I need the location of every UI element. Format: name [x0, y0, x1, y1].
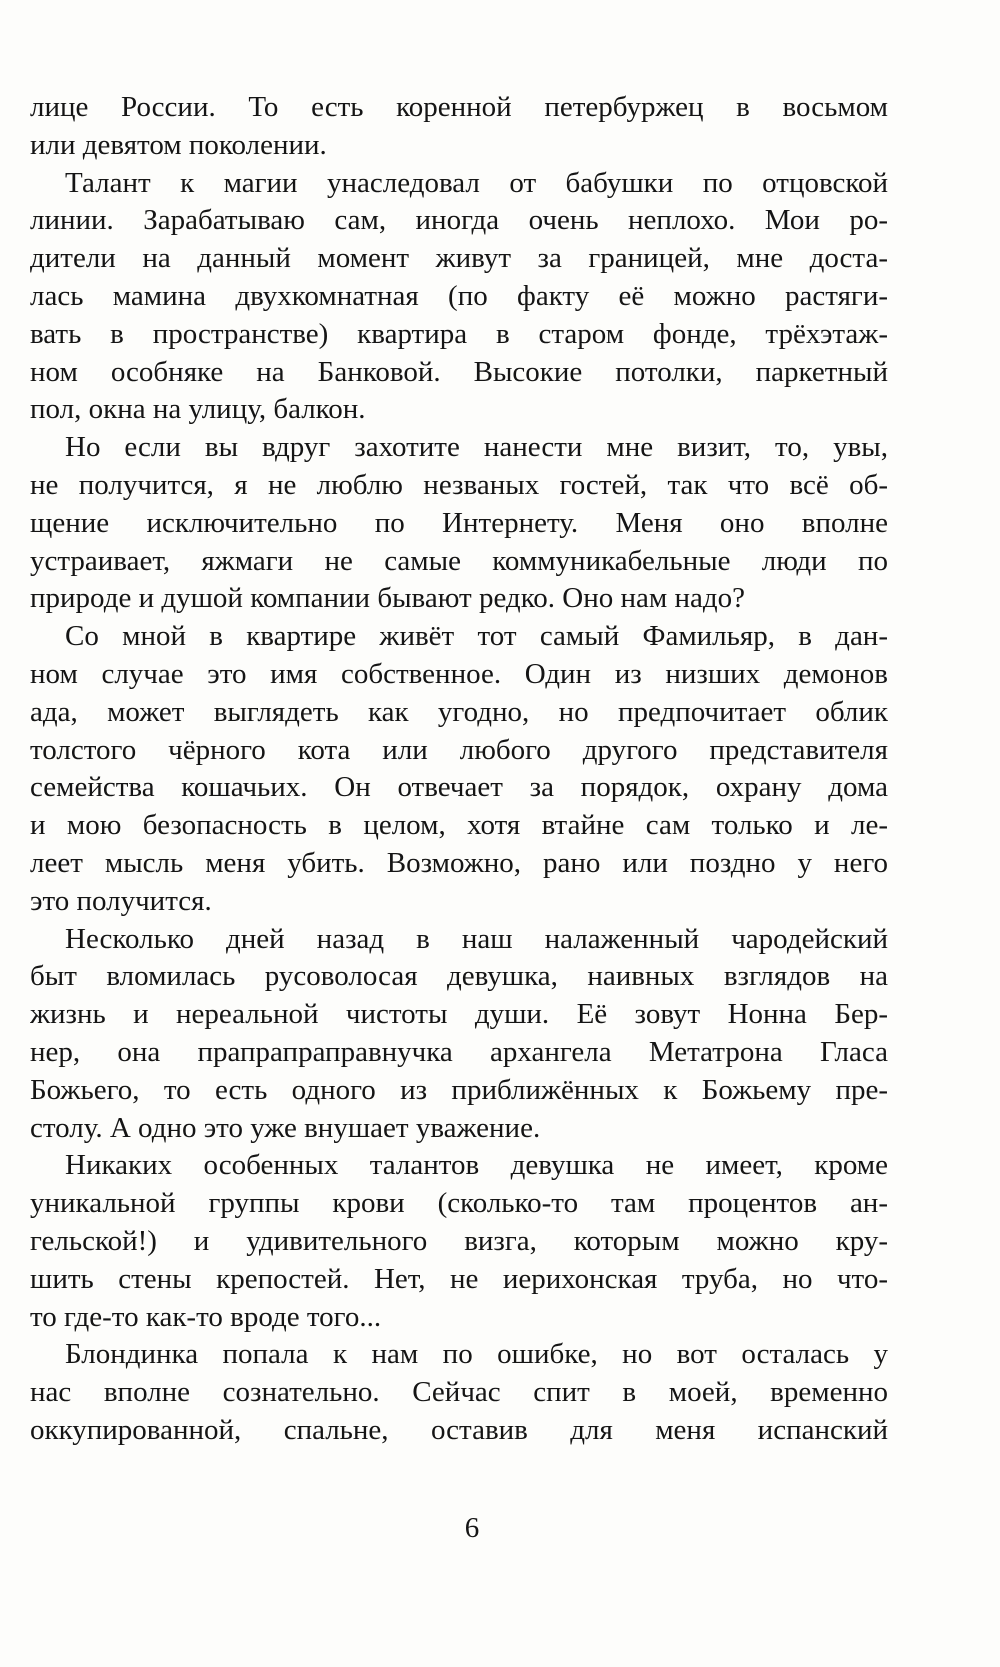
- text-line: дители на данный момент живут за границей, мне доста-: [30, 242, 888, 275]
- text-line: ном случае это имя собственное. Один из низших демонов: [30, 657, 888, 690]
- text-line: не получится, я не люблю незваных гостей, так что всё об-: [30, 468, 888, 501]
- text-line: лась мамина двухкомнатная (по факту её можно растяги-: [30, 279, 888, 312]
- text-line: семейства кошачьих. Он отвечает за порядок, охрану дома: [30, 771, 888, 804]
- text-line: щение исключительно по Интернету. Меня оно вполне: [30, 506, 888, 539]
- text-line: Божьего, то есть одного из приближённых к Божьему пре-: [30, 1073, 888, 1106]
- text-line: оккупированной, спальне, оставив для меня испанский: [30, 1413, 888, 1446]
- text-line: вать в пространстве) квартира в старом фонде, трёхэтаж-: [30, 317, 888, 350]
- text-line: уникальной группы крови (сколько-то там процентов ан-: [30, 1187, 888, 1220]
- text-line: леет мысль меня убить. Возможно, рано или поздно у него: [30, 846, 888, 879]
- page-body: [30, 89, 888, 1450]
- text-line: толстого чёрного кота или любого другого представителя: [30, 733, 888, 766]
- paragraph: [30, 1147, 888, 1336]
- paragraph: [30, 89, 888, 165]
- text-line: это получится.: [30, 884, 212, 917]
- text-line: Талант к магии унаследовал от бабушки по отцовской: [65, 166, 888, 199]
- text-line: нер, она прапрапраправнучка архангела Метатрона Гласа: [30, 1035, 888, 1068]
- text-line: Но если вы вдруг захотите нанести мне визит, то, увы,: [65, 431, 888, 464]
- paragraph: [30, 165, 888, 430]
- text-line: и мою безопасность в целом, хотя втайне сам только и ле-: [30, 809, 888, 842]
- paragraph: [30, 429, 888, 618]
- text-line: нас вполне сознательно. Сейчас спит в моей, временно: [30, 1376, 888, 1409]
- text-line: жизнь и нереальной чистоты души. Её зовут Нонна Бер-: [30, 998, 888, 1031]
- text-line: Несколько дней назад в наш налаженный чародейский: [65, 922, 888, 955]
- text-line: пол, окна на улицу, балкон.: [30, 393, 366, 426]
- text-line: Никаких особенных талантов девушка не имеет, кроме: [65, 1149, 888, 1182]
- paragraph: [30, 921, 888, 1148]
- paragraph: [30, 618, 888, 920]
- page-number: 6: [464, 1512, 480, 1544]
- text-line: столу. А одно это уже внушает уважение.: [30, 1111, 541, 1144]
- text-line: Со мной в квартире живёт тот самый Фамильяр, в дан-: [65, 620, 888, 653]
- text-line: то где-то как-то вроде того...: [30, 1300, 382, 1333]
- text-line: линии. Зарабатываю сам, иногда очень неплохо. Мои ро-: [30, 204, 888, 237]
- text-line: природе и душой компании бывают редко. Оно нам надо?: [30, 582, 746, 615]
- text-line: ада, может выглядеть как угодно, но предпочитает облик: [30, 695, 888, 728]
- text-line: ном особняке на Банковой. Высокие потолки, паркетный: [30, 355, 888, 388]
- text-line: или девятом поколении.: [30, 128, 327, 161]
- text-line: лице России. То есть коренной петербуржец в восьмом: [30, 91, 888, 123]
- text-line: быт вломилась русоволосая девушка, наивных взглядов на: [30, 960, 888, 993]
- text-line: Блондинка попала к нам по ошибке, но вот осталась у: [65, 1338, 888, 1371]
- text-line: шить стены крепостей. Нет, не иерихонская труба, но что-: [30, 1262, 888, 1295]
- text-line: устраивает, яжмаги не самые коммуникабельные люди по: [30, 544, 888, 577]
- text-line: гельской!) и удивительного визга, которым можно кру-: [30, 1224, 888, 1257]
- paragraph: [30, 1336, 888, 1449]
